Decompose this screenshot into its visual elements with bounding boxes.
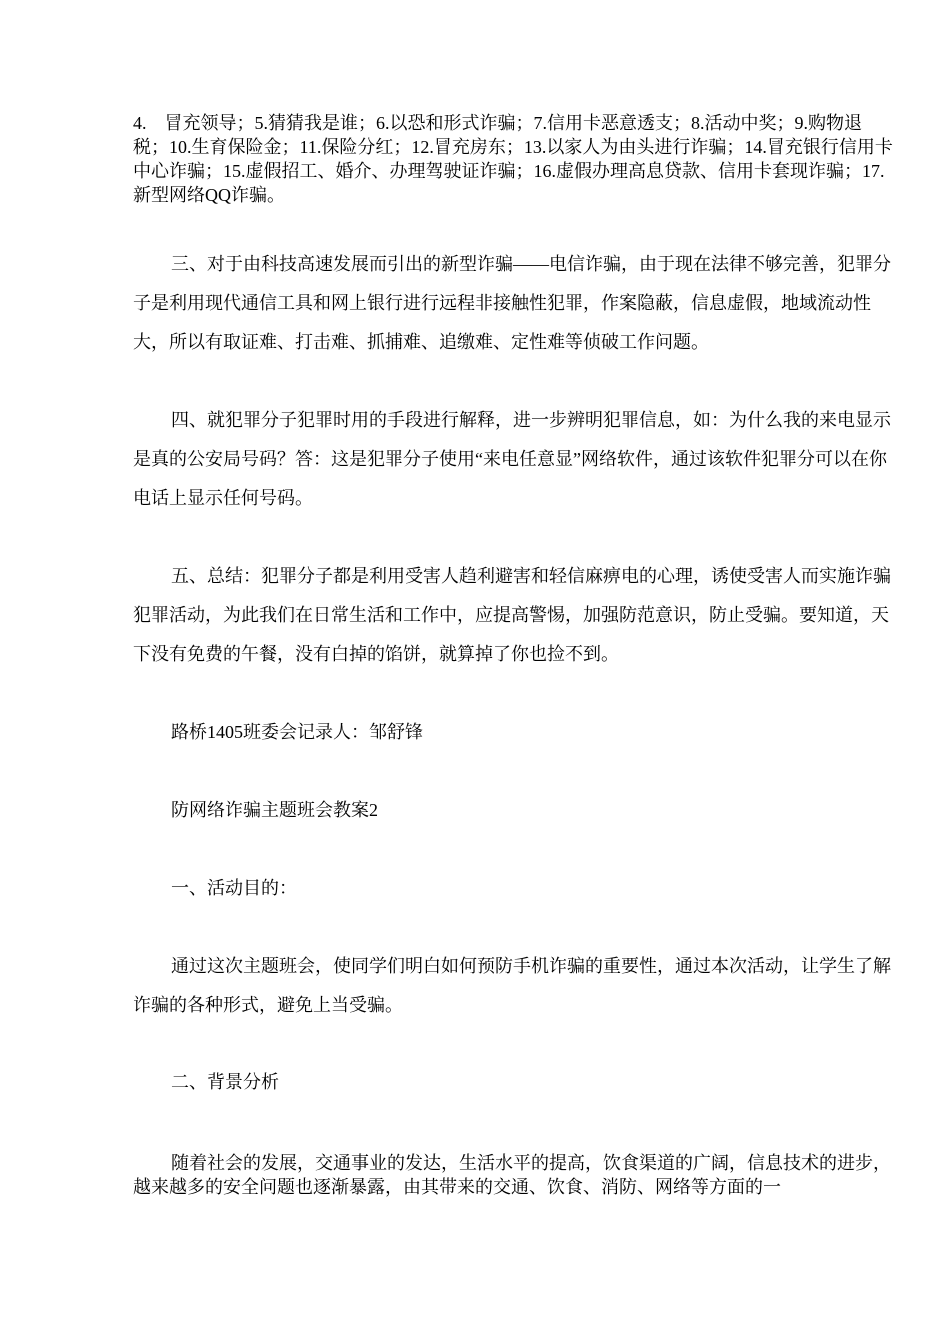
activity-purpose-paragraph: 通过这次主题班会，使同学们明白如何预防手机诈骗的重要性，通过本次活动，让学生了解诈骗的各种形式，避免上当受骗。	[133, 956, 891, 1015]
lesson-plan-title: 防网络诈骗主题班会教案2	[171, 800, 378, 820]
fraud-types-list-paragraph: 4. 冒充领导；5.猜猜我是谁；6.以恐和形式诈骗；7.信用卡恶意透支；8.活动中奖；9.购物退税；10.生育保险金；11.保险分红；12.冒充房东；13.以家人为由头进行诈骗；14.冒充银行信用卡中心诈骗；15.虚假招工、婚介、办理驾驶证诈骗；16.虚假办理高息贷款、信用卡套现诈骗；17.新型网络QQ诈骗。	[133, 113, 893, 205]
heading-background-analysis: 二、背景分析	[171, 1072, 279, 1092]
section-four-paragraph: 四、就犯罪分子犯罪时用的手段进行解释，进一步辨明犯罪信息，如：为什么我的来电显示是真的公安局号码？答：这是犯罪分子使用“来电任意显”网络软件，通过该软件犯罪分可以在你电话上显示任何号码。	[133, 410, 891, 508]
heading-activity-purpose: 一、活动目的：	[171, 878, 297, 898]
background-paragraph: 随着社会的发展，交通事业的发达，生活水平的提高，饮食渠道的广阔，信息技术的进步，越来越多的安全问题也逐渐暴露，由其带来的交通、饮食、消防、网络等方面的一	[133, 1153, 891, 1197]
recorder-line: 路桥1405班委会记录人：邹舒锋	[171, 722, 423, 742]
section-five-paragraph: 五、总结：犯罪分子都是利用受害人趋利避害和轻信麻痹电的心理，诱使受害人而实施诈骗犯罪活动，为此我们在日常生活和工作中，应提高警惕，加强防范意识，防止受骗。要知道，天下没有免费的午餐，没有白掉的馅饼，就算掉了你也捡不到。	[133, 566, 891, 664]
section-three-paragraph: 三、对于由科技高速发展而引出的新型诈骗——电信诈骗，由于现在法律不够完善，犯罪分子是利用现代通信工具和网上银行进行远程非接触性犯罪，作案隐蔽，信息虚假，地域流动性大，所以有取证难、打击难、抓捕难、追缴难、定性难等侦破工作问题。	[133, 254, 891, 352]
